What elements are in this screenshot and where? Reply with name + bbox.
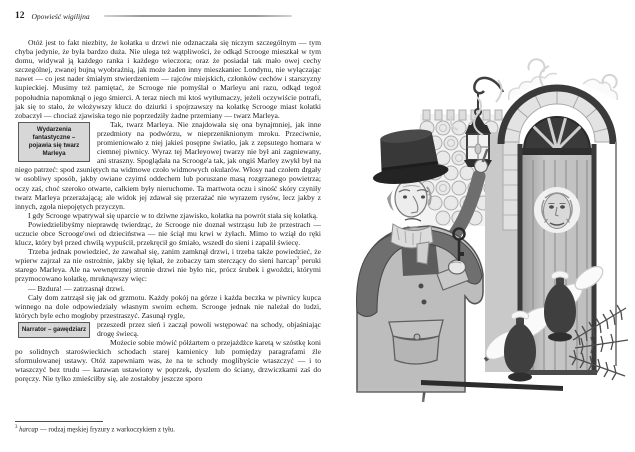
- paragraph-door-check-text: Trzeba jednak powiedzieć, że zawahał się, zanim zamknął drzwi, i trzeba także powiedzieć, że wpierw zajrzał za nie ostrożnie, jakby się lękał, że zobaczy tam sterczący do sieni harcap: [15, 247, 321, 266]
- margin-note-fantastic-events: Wydarzenia fantastyczne – pojawia się twarz Marleya: [18, 122, 90, 162]
- paragraph-door-check-text-after: peruki starego Marleya. Ale na wewnętrznej stronie drzwi nie było nic, prócz śrubek i gwoździ, którymi przymocowano kołatkę, mruknąwszy więc:: [15, 256, 321, 284]
- footnote: [15, 424, 321, 434]
- coat-pocket: [389, 320, 443, 364]
- paragraph-slam: — Bzdura! — zatrzasnął drzwi.: [28, 283, 125, 293]
- margin-note-narrator: Narrator – gawędziarz: [18, 322, 90, 338]
- page-number: 12: [15, 11, 25, 21]
- paragraph-marley-face: [15, 120, 321, 211]
- footnote-term: harcap: [19, 426, 39, 434]
- bottom-fade: [333, 388, 633, 432]
- paragraph-knocker: Otóż jest to fakt niezbity, że kołatka u drzwi nie odznaczała się niczym szczególnym — tym chyba jedynie, że była bardzo duża. Nie ulega też wątpliwości, że odkąd Scrooge mieszkał w tym domu, widywał ją każdego ranka i każdego wieczora; oraz że posiadał tak mało owej cechy szczególnej, zwanej bujną wyobraźnią, jak może żaden inny mieszkaniec Londynu, nie wyłączając nawet — co jest nader śmiałym stwierdzeniem — rajców miejskich, członków cechów i starszyzny kupieckiej. Musimy też pamiętać, że Scrooge nie pomyślał o Marleyu ani razu, odkąd tegoż popołudnia napomknął o jego śmierci. A teraz niech mi ktoś wytłumaczy, jeżeli oczywiście potrafi, jak się to stało, że włożywszy klucz do dziurki i spojrzawszy na kołatkę Scrooge miast kołatki zobaczył — chociaż zjawiska tego nie poprzedziły żadne przemiany — twarz Marleya.: [15, 38, 321, 120]
- body-text: [15, 38, 321, 384]
- paragraph-knocker-again: I gdy Scrooge wpatrywał się uparcie w to dziwne zjawisko, kołatka na powrót stała się kołatką.: [28, 210, 318, 220]
- paragraph-hearse: Możecie sobie mówić półżartem o przejażdżce karetą w szóstkę koni po solidnych staroświeckich schodach starej kamienicy lub pomiędzy paragrafami źle sformułowanej ustawy. Otóż zapewniam was, że na te schody moglibyście wtaszczyć — i to wtaszczyć bez trudu — karawan ustawiony w poprzek, dyszlem do ściany, drzwiczkami zaś do poręczy. Nie tylko zmieściłby się, ale zostałoby jeszcze sporo: [15, 338, 321, 384]
- marley-face-knocker: [534, 187, 580, 233]
- footnote-definition: — rodzaj męskiej fryzury z warkoczykiem z tyłu.: [38, 426, 175, 434]
- fanlight: [522, 117, 592, 155]
- paragraph-door-check: [15, 247, 321, 283]
- footnote-reference: 3: [296, 256, 299, 262]
- text-column: [15, 10, 321, 384]
- coat-button: [419, 284, 424, 289]
- footnote-marker: 3: [15, 425, 18, 430]
- paragraph-stairs-text: przeszedł przez sień i zaczął powoli wstępować na schody, objaśniając drogę świecą.: [97, 319, 321, 338]
- page-header: [15, 10, 321, 22]
- paragraph-shock: Powiedzielibyśmy nieprawdę twierdząc, że Scrooge nie doznał wstrząsu lub że przestrach — uczucie obce Scrooge'owi od dzieciństwa — nie ściął mu krwi w żyłach. Mimo to wziął do ręki klucz, który był przed chwilą wypuścił, przekręcił go śmiało, wszedł do sieni i zapalił świecę.: [15, 219, 321, 248]
- paragraph-stairs: [15, 320, 321, 338]
- running-title: Opowieść wigilijna: [31, 11, 90, 21]
- pointing-hand: [475, 160, 488, 173]
- paragraph-echo: Cały dom zatrząsł się jak od grzmotu. Każdy pokój na górze i każda beczka w piwnicy kupca winnego na dole odpowiedziały własnym swoim echem. Scrooge jednak nie należał do ludzi, których byle echo mogłoby przestraszyć. Zasunął rygle,: [15, 292, 321, 320]
- footnote-area: [15, 418, 321, 434]
- footnote-separator: [15, 421, 103, 422]
- header-rule: [104, 15, 292, 17]
- coat-button: [422, 300, 427, 305]
- illustration-scrooge-at-door: [333, 40, 633, 432]
- paragraph-marley-face-text: Tak, twarz Marleya. Nie znajdowała się ona bynajmniej, jak inne przedmioty na podwórzu, w nieprzeniknionym mroku. Przeciwnie, promieniowało z niej jakieś posępne światło, jak z zepsutego homara w ciemnej piwnicy. Wyraz tej Marleyowej twarzy nie był ani zagniewany, ani straszny. Spoglądała na Scrooge'a tak, jak ongiś Marley zwykł był na niego patrzeć: spod zsuniętych na widmowe czoło widmowych okularów. Włosy nad czołem drgały w osobliwy sposób, jakby owiane czyimś oddechem lub poruszane masą rozgrzanego powietrza; oczy zaś, choć szeroko otwarte, całkiem były nieruchome. Ta martwota oczu i siność skóry czyniły twarz Marleya przerażającą; ale widok jej zdawał się przerażać nie wyrazem rysów, lecz jakby z innych, zgoła niepojętych przyczyn.: [15, 119, 321, 211]
